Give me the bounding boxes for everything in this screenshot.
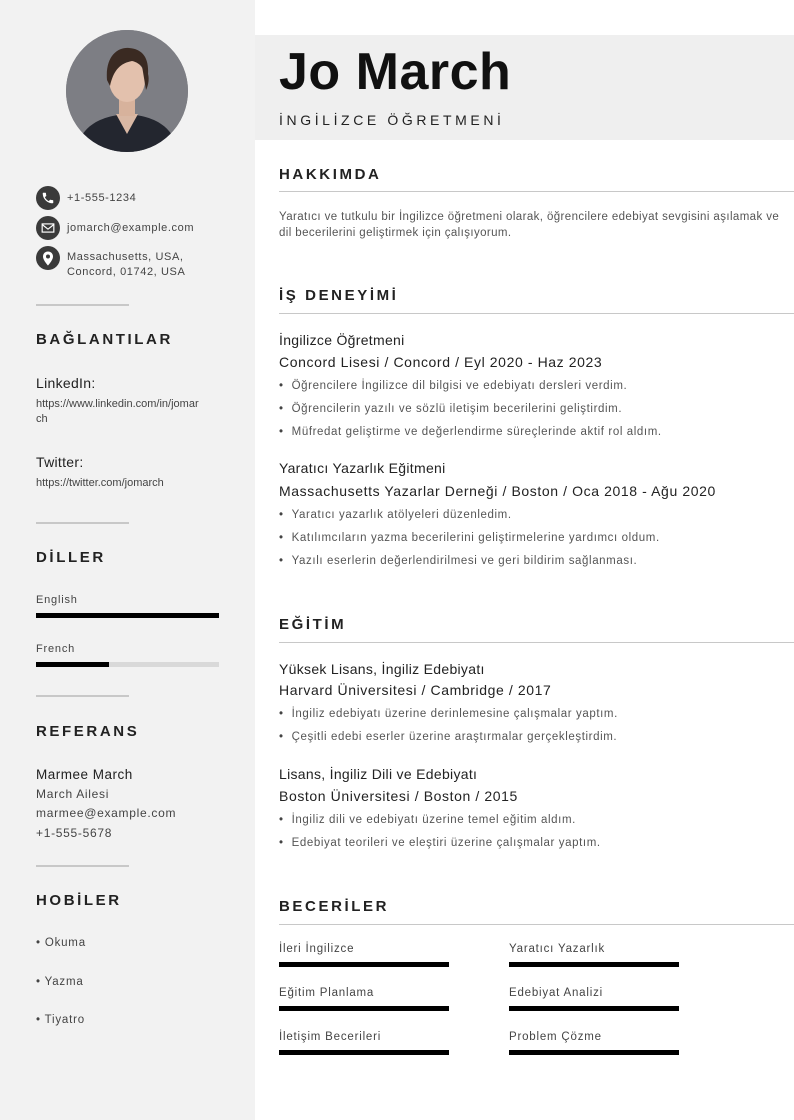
about-text: Yaratıcı ve tutkulu bir İngilizce öğretmeni olarak, öğrencilere edebiyat sevgisini aşılamak ve dil becerilerini geliştirmek için çalışıyorum. <box>279 211 780 239</box>
skill-level-bar <box>509 1050 679 1055</box>
address-line-1: Massachusetts, USA, <box>67 251 184 263</box>
reference-email: marmee@example.com <box>36 806 177 820</box>
profile-photo-icon <box>66 30 188 152</box>
avatar <box>66 30 188 152</box>
hobby-item: • Yazma <box>36 976 84 988</box>
language-name: French <box>36 643 76 655</box>
skill-label: Eğitim Planlama <box>279 987 375 999</box>
experience-bullet: • Öğrencilerin yazılı ve sözlü iletişim becerilerini geliştirdim. <box>279 403 622 415</box>
contact-email <box>36 216 194 240</box>
education-subtitle: Harvard Üniversitesi / Cambridge / 2017 <box>279 682 552 698</box>
linkedin-label: LinkedIn: <box>36 375 96 391</box>
hobbies-heading: HOBİLER <box>36 892 122 909</box>
hobby-item: • Tiyatro <box>36 1014 85 1026</box>
skill-level-fill <box>279 962 449 967</box>
experience-title: Yaratıcı Yazarlık Eğitmeni <box>279 460 446 476</box>
phone-icon <box>36 186 60 210</box>
language-level-bar <box>36 662 219 667</box>
education-heading: EĞİTİM <box>279 616 347 633</box>
linkedin-url-line-1[interactable]: https://www.linkedin.com/in/jomar <box>36 398 199 410</box>
reference-heading: REFERANS <box>36 723 140 740</box>
skill-level-fill <box>509 1050 679 1055</box>
skill-level-bar <box>279 1050 449 1055</box>
skills-heading: BECERİLER <box>279 898 390 915</box>
divider <box>36 522 129 524</box>
job-title: İNGİLİZCE ÖĞRETMENİ <box>279 112 505 128</box>
language-level-fill <box>36 662 109 667</box>
linkedin-url-line-2[interactable]: ch <box>36 413 48 425</box>
person-name: Jo March <box>279 43 512 101</box>
education-title: Yüksek Lisans, İngiliz Edebiyatı <box>279 661 485 677</box>
contact-address <box>36 246 185 280</box>
skill-level-bar <box>279 962 449 967</box>
education-bullet: • İngiliz edebiyatı üzerine derinlemesine çalışmalar yaptım. <box>279 708 618 720</box>
experience-bullet: • Katılımcıların yazma becerilerini geliştirmelerine yardımcı oldum. <box>279 532 660 544</box>
experience-heading: İŞ DENEYİMİ <box>279 287 399 304</box>
experience-bullet: • Yazılı eserlerin değerlendirilmesi ve geri bildirim sağlanması. <box>279 555 637 567</box>
skill-level-fill <box>509 962 679 967</box>
skill-level-bar <box>509 1006 679 1011</box>
twitter-label: Twitter: <box>36 454 84 470</box>
language-name: English <box>36 594 78 606</box>
language-level-bar <box>36 613 219 618</box>
phone-text: +1-555-1234 <box>67 192 137 204</box>
links-heading: BAĞLANTILAR <box>36 331 173 348</box>
reference-name: Marmee March <box>36 767 133 782</box>
twitter-link[interactable]: https://twitter.com/jomarch <box>36 477 164 489</box>
address-line-2: Concord, 01742, USA <box>67 266 186 278</box>
education-subtitle: Boston Üniversitesi / Boston / 2015 <box>279 788 518 804</box>
main-content <box>255 0 794 1120</box>
section-rule <box>279 642 794 643</box>
experience-subtitle: Massachusetts Yazarlar Derneği / Boston / Oca 2018 - Ağu 2020 <box>279 483 716 499</box>
skill-label: Problem Çözme <box>509 1031 602 1043</box>
reference-relation: March Ailesi <box>36 787 110 801</box>
location-pin-icon <box>36 246 60 270</box>
linkedin-link[interactable] <box>36 397 221 427</box>
skill-level-bar <box>279 1006 449 1011</box>
skill-level-bar <box>509 962 679 967</box>
skill-label: Edebiyat Analizi <box>509 987 603 999</box>
section-rule <box>279 924 794 925</box>
skill-level-fill <box>279 1050 449 1055</box>
education-bullet: • Çeşitli edebi eserler üzerine araştırmalar gerçekleştirdim. <box>279 731 617 743</box>
address-text <box>67 250 185 280</box>
divider <box>36 304 129 306</box>
section-rule <box>279 191 794 192</box>
contact-phone <box>36 186 136 210</box>
sidebar <box>0 0 255 1120</box>
education-bullet: • Edebiyat teorileri ve eleştiri üzerine çalışmalar yaptım. <box>279 837 601 849</box>
email-icon <box>36 216 60 240</box>
experience-bullet: • Öğrencilere İngilizce dil bilgisi ve edebiyatı dersleri verdim. <box>279 380 627 392</box>
skill-label: İleri İngilizce <box>279 943 355 955</box>
experience-subtitle: Concord Lisesi / Concord / Eyl 2020 - Haz 2023 <box>279 354 603 370</box>
skill-level-fill <box>279 1006 449 1011</box>
email-text: jomarch@example.com <box>67 222 195 234</box>
divider <box>36 695 129 697</box>
experience-title: İngilizce Öğretmeni <box>279 332 405 348</box>
hobby-item: • Okuma <box>36 937 86 949</box>
skill-label: İletişim Becerileri <box>279 1031 382 1043</box>
experience-bullet: • Müfredat geliştirme ve değerlendirme süreçlerinde aktif rol aldım. <box>279 426 662 438</box>
section-rule <box>279 313 794 314</box>
skill-label: Yaratıcı Yazarlık <box>509 943 606 955</box>
education-title: Lisans, İngiliz Dili ve Edebiyatı <box>279 766 478 782</box>
reference-phone: +1-555-5678 <box>36 826 113 840</box>
language-level-fill <box>36 613 219 618</box>
languages-heading: DİLLER <box>36 549 106 566</box>
skill-level-fill <box>509 1006 679 1011</box>
experience-bullet: • Yaratıcı yazarlık atölyeleri düzenledim. <box>279 509 512 521</box>
divider <box>36 865 129 867</box>
education-bullet: • İngiliz dili ve edebiyatı üzerine temel eğitim aldım. <box>279 814 576 826</box>
about-heading: HAKKIMDA <box>279 166 382 183</box>
